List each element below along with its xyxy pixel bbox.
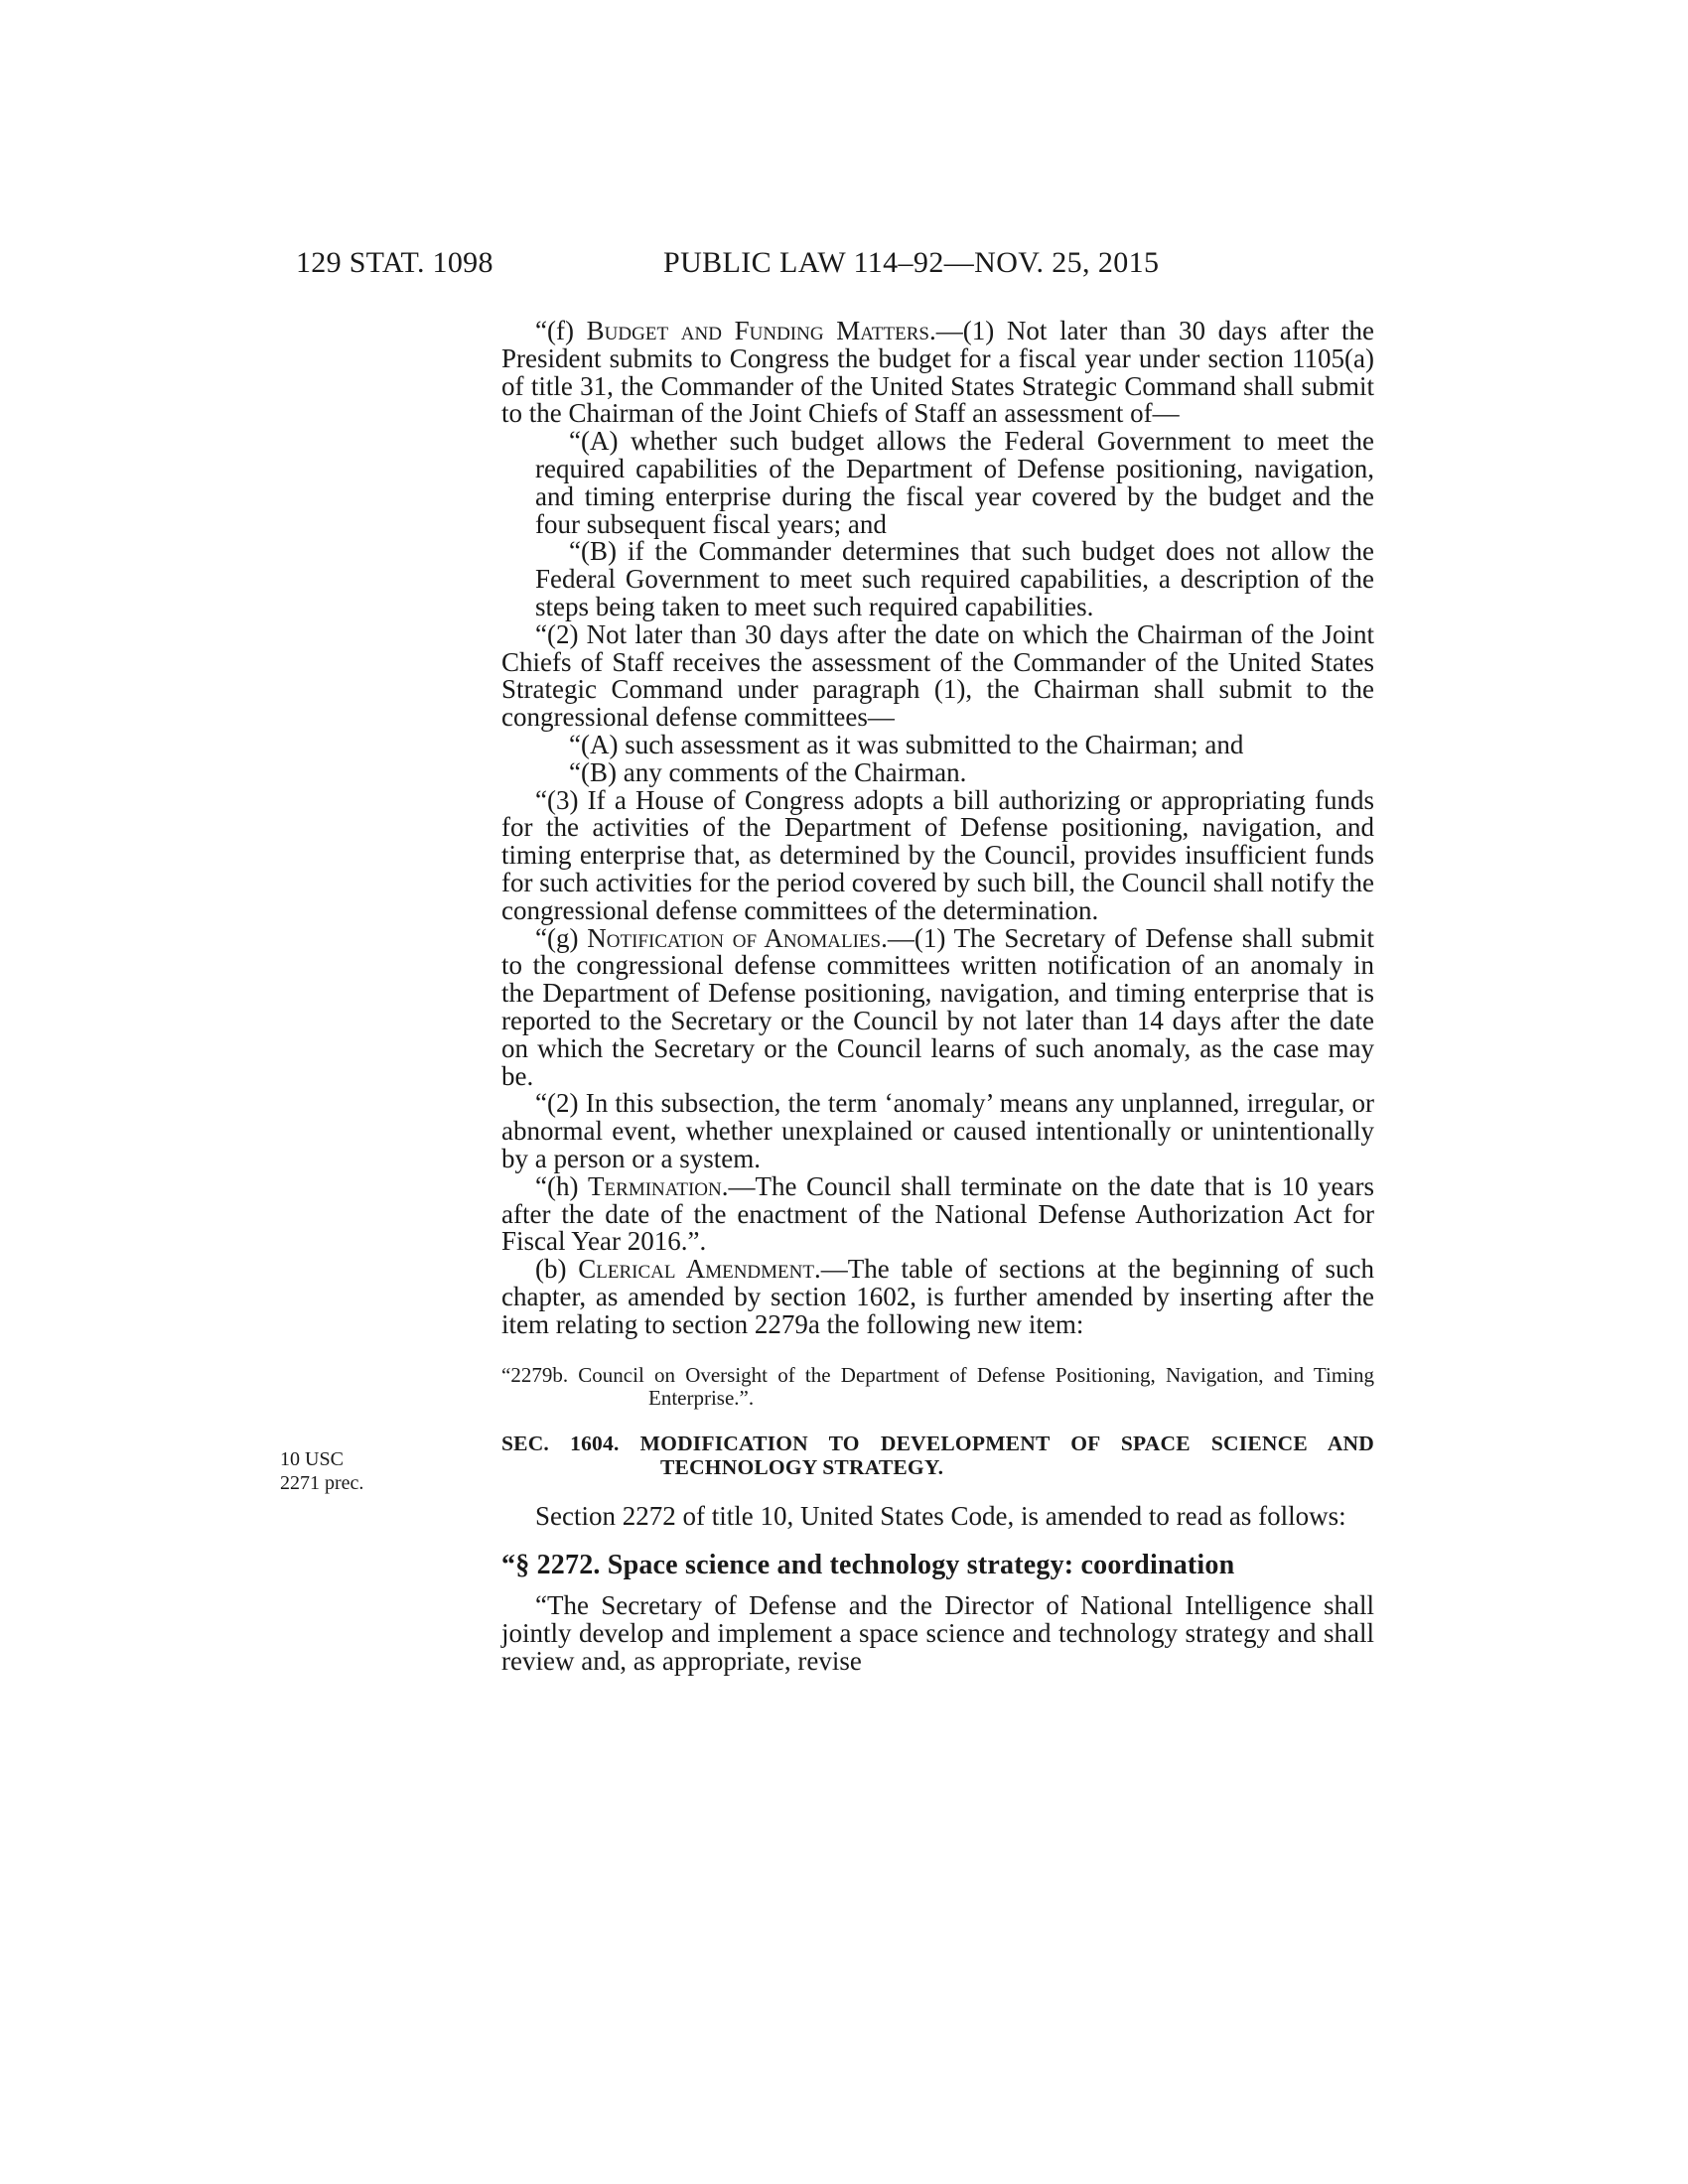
paragraph-f2-a: “(A) such assessment as it was submitted to the Chairman; and xyxy=(569,729,1244,759)
paragraph-f3: “(3) If a House of Congress adopts a bill authorizing or appropriating funds for the activities of the Department of Defense positioning, navigation, and timing enterprise that, as determined by the Council, provides insufficient funds for such activities for the period covered by such bill, the Council shall notify the congressional defense committees of the determination. xyxy=(501,784,1374,925)
paragraph-f1-b: “(B) if the Commander determines that such budget does not allow the Federal Government to meet such required capabilities, a description of the steps being taken to meet such required capabilities. xyxy=(535,536,1374,621)
table-of-sections-item: “2279b. Council on Oversight of the Department of Defense Positioning, Navigation, and Timing Enterprise.”. xyxy=(501,1363,1374,1411)
paragraph-f1-a: “(A) whether such budget allows the Federal Government to meet the required capabilities of the Department of Defense positioning, navigation, and timing enterprise during the fiscal year covered by the budget and the four subsequent fiscal years; and xyxy=(535,426,1374,539)
paragraph-f2-b: “(B) any comments of the Chairman. xyxy=(569,756,967,787)
document-body xyxy=(501,318,1374,1676)
margin-citation-line2: 2271 prec. xyxy=(280,1472,364,1494)
margin-citation xyxy=(280,1447,363,1495)
paragraph-strategy: “The Secretary of Defense and the Director of National Intelligence shall jointly develop and implement a space science and technology strategy and shall review and, as appropriate, revise xyxy=(501,1590,1374,1676)
page-header xyxy=(0,246,1688,290)
section-heading: SEC. 1604. MODIFICATION TO DEVELOPMENT OF SPACE SCIENCE AND TECHNOLOGY STRATEGY. xyxy=(501,1432,1374,1480)
subsection-heading-b: Clerical Amendment xyxy=(578,1254,814,1285)
statute-page-ref: 129 STAT. 1098 xyxy=(296,246,493,279)
paragraph-g1: “(g) Notification of Anomalies.—(1) The Secretary of Defense shall submit to the congressional defense committees written notification of an anomaly in the Department of Defense positioning, navigation, and timing enterprise that is reported to the Secretary or the Council by not later than 14 days after the date on which the Secretary or the Council learns of such anomaly, as the case may be. xyxy=(501,922,1375,1091)
paragraph-g2: “(2) In this subsection, the term ‘anomaly’ means any unplanned, irregular, or abnormal event, whether unexplained or caused intentionally or unintentionally by a person or a system. xyxy=(501,1088,1374,1173)
subsection-heading-f: Budget and Funding Matters xyxy=(586,316,929,345)
paragraph-h: “(h) Termination.—The Council shall terminate on the date that is 10 years after the date of the enactment of the National Defense Authorization Act for Fiscal Year 2016.”. xyxy=(501,1170,1375,1257)
paragraph-f2: “(2) Not later than 30 days after the date on which the Chairman of the Joint Chiefs of Staff receives the assessment of the Commander of the United States Strategic Command under paragraph (1), the Chairman shall submit to the congressional defense committees— xyxy=(501,618,1374,733)
section-intro: Section 2272 of title 10, United States Code, is amended to read as follows: xyxy=(535,1501,1346,1532)
public-law-title: PUBLIC LAW 114–92—NOV. 25, 2015 xyxy=(663,246,1160,279)
paragraph-b: (b) Clerical Amendment.—The table of sections at the beginning of such chapter, as amended by section 1602, is further amended by inserting after the item relating to section 2279a the following new item: xyxy=(501,1254,1375,1339)
paragraph-f1: “(f) Budget and Funding Matters.—(1) Not later than 30 days after the President submits to Congress the budget for a fiscal year under section 1105(a) of title 31, the Commander of the United States Strategic Command shall submit to the Chairman of the Joint Chiefs of Staff an assessment of— xyxy=(501,316,1374,429)
code-section-heading: “§ 2272. Space science and technology strategy: coordination xyxy=(501,1550,1235,1581)
subsection-heading-g: Notification of Anomalies xyxy=(587,922,882,953)
subsection-heading-h: Termination xyxy=(588,1170,722,1201)
margin-citation-line1: 10 USC xyxy=(280,1448,344,1470)
